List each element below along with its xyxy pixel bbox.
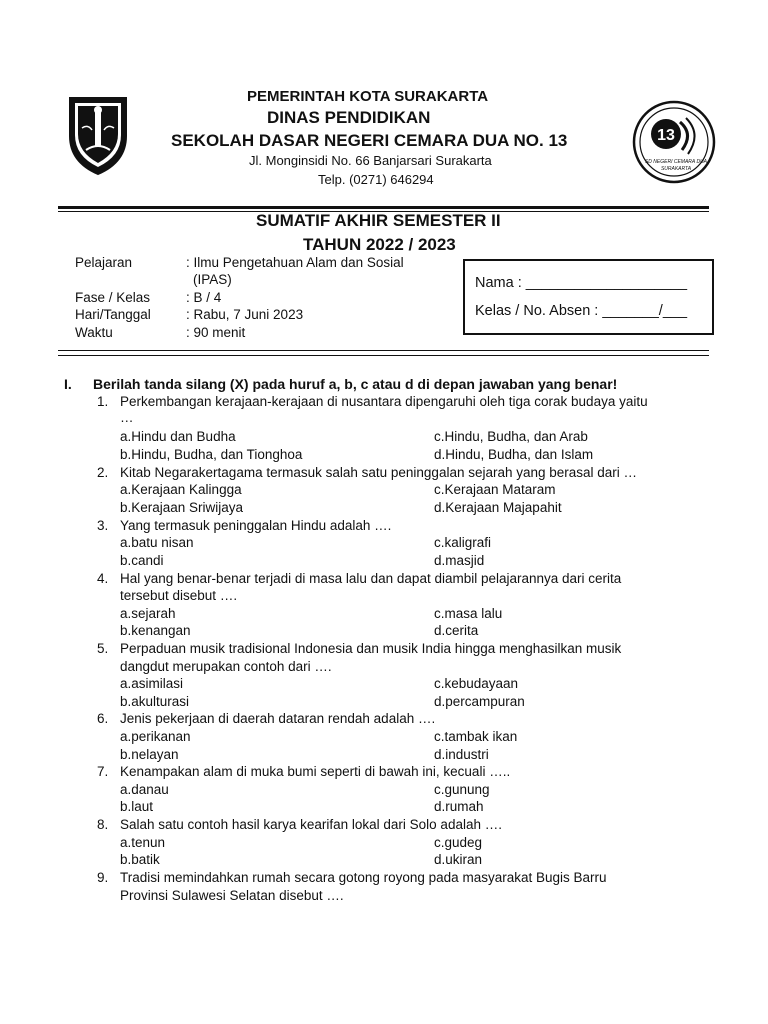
option-c[interactable]: c.Kerajaan Mataram [434, 482, 556, 497]
exam-title: SUMATIF AKHIR SEMESTER II [256, 211, 501, 230]
question-text: Salah satu contoh hasil karya kearifan lokal dari Solo adalah …. [120, 817, 502, 832]
school-phone: Telp. (0271) 646294 [318, 172, 434, 187]
question-number: 3. [97, 518, 109, 533]
option-b[interactable]: b.batik [120, 852, 160, 867]
question-text-cont: tersebut disebut …. [120, 588, 238, 603]
question-text: Yang termasuk peninggalan Hindu adalah …. [120, 518, 392, 533]
question-number: 6. [97, 711, 109, 726]
info-value-date: : Rabu, 7 Juni 2023 [186, 307, 304, 322]
info-value-subject-abbr: (IPAS) [193, 272, 232, 287]
city-emblem-logo [66, 92, 130, 181]
question-text-cont: dangdut merupakan contoh dari …. [120, 659, 332, 674]
question-number: 9. [97, 870, 109, 885]
question-text: Kitab Negarakertagama termasuk salah satu peninggalan sejarah yang berasal dari … [120, 465, 638, 480]
header-divider-thick [58, 206, 709, 209]
school-logo [632, 100, 716, 189]
info-label-subject: Pelajaran [75, 255, 133, 270]
info-value-phase: : B / 4 [186, 290, 222, 305]
option-b[interactable]: b.Hindu, Budha, dan Tionghoa [120, 447, 303, 462]
option-c[interactable]: c.gudeg [434, 835, 483, 850]
student-info-box [463, 259, 714, 335]
option-d[interactable]: d.percampuran [434, 694, 525, 709]
question-text: Perkembangan kerajaan-kerajaan di nusantara dipengaruhi oleh tiga corak budaya yaitu [120, 394, 648, 409]
question-number: 2. [97, 465, 109, 480]
question-number: 1. [97, 394, 109, 409]
department-name: DINAS PENDIDIKAN [267, 108, 431, 127]
info-label-date: Hari/Tanggal [75, 307, 151, 322]
option-a[interactable]: a.asimilasi [120, 676, 184, 691]
svg-text:SD NEGERI CEMARA DUA: SD NEGERI CEMARA DUA [644, 159, 708, 165]
government-name: PEMERINTAH KOTA SURAKARTA [247, 88, 489, 105]
option-a[interactable]: a.batu nisan [120, 535, 194, 550]
option-b[interactable]: b.Kerajaan Sriwijaya [120, 500, 244, 515]
option-d[interactable]: d.rumah [434, 799, 484, 814]
question-number: 4. [97, 571, 109, 586]
info-label-time: Waktu [75, 325, 113, 340]
question-number: 7. [97, 764, 109, 779]
option-c[interactable]: c.masa lalu [434, 606, 503, 621]
info-value-subject: : Ilmu Pengetahuan Alam dan Sosial [186, 255, 404, 270]
question-number: 8. [97, 817, 109, 832]
option-b[interactable]: b.candi [120, 553, 164, 568]
info-divider-2 [58, 355, 709, 356]
svg-text:13: 13 [657, 127, 675, 144]
section-instruction: Berilah tanda silang (X) pada huruf a, b, c atau d di depan jawaban yang benar! [93, 376, 618, 392]
option-b[interactable]: b.nelayan [120, 747, 179, 762]
question-text: Kenampakan alam di muka bumi seperti di bawah ini, kecuali ….. [120, 764, 511, 779]
info-value-time: : 90 menit [186, 325, 246, 340]
question-text: Jenis pekerjaan di daerah dataran rendah adalah …. [120, 711, 436, 726]
question-text: Tradisi memindahkan rumah secara gotong royong pada masyarakat Bugis Barru [120, 870, 607, 885]
question-text: Hal yang benar-benar terjadi di masa lalu dan dapat diambil pelajarannya dari cerita [120, 571, 622, 586]
question-text-cont: … [120, 410, 134, 425]
info-label-phase: Fase / Kelas [75, 290, 151, 305]
option-d[interactable]: d.Kerajaan Majapahit [434, 500, 562, 515]
student-class-field[interactable]: Kelas / No. Absen : _______/___ [475, 303, 688, 319]
svg-text:SURAKARTA: SURAKARTA [660, 166, 692, 172]
option-d[interactable]: d.industri [434, 747, 489, 762]
option-b[interactable]: b.akulturasi [120, 694, 190, 709]
option-c[interactable]: c.kebudayaan [434, 676, 519, 691]
option-a[interactable]: a.Hindu dan Budha [120, 429, 236, 444]
option-d[interactable]: d.ukiran [434, 852, 483, 867]
school-name: SEKOLAH DASAR NEGERI CEMARA DUA NO. 13 [171, 131, 568, 150]
option-b[interactable]: b.kenangan [120, 623, 191, 638]
option-a[interactable]: a.Kerajaan Kalingga [120, 482, 242, 497]
option-c[interactable]: c.kaligrafi [434, 535, 492, 550]
option-a[interactable]: a.sejarah [120, 606, 176, 621]
option-a[interactable]: a.danau [120, 782, 169, 797]
option-a[interactable]: a.tenun [120, 835, 166, 850]
option-b[interactable]: b.laut [120, 799, 154, 814]
student-name-field[interactable]: Nama : ____________________ [475, 275, 688, 291]
option-c[interactable]: c.gunung [434, 782, 490, 797]
question-text: Perpaduan musik tradisional Indonesia dan musik India hingga menghasilkan musik [120, 641, 622, 656]
option-d[interactable]: d.Hindu, Budha, dan Islam [434, 447, 594, 462]
option-c[interactable]: c.tambak ikan [434, 729, 518, 744]
option-a[interactable]: a.perikanan [120, 729, 191, 744]
school-address: Jl. Monginsidi No. 66 Banjarsari Surakarta [249, 153, 492, 168]
option-c[interactable]: c.Hindu, Budha, dan Arab [434, 429, 588, 444]
exam-year: TAHUN 2022 / 2023 [303, 235, 456, 254]
option-d[interactable]: d.masjid [434, 553, 485, 568]
question-number: 5. [97, 641, 109, 656]
question-text-cont: Provinsi Sulawesi Selatan disebut …. [120, 888, 344, 903]
info-divider-1 [58, 350, 709, 351]
option-d[interactable]: d.cerita [434, 623, 479, 638]
section-number: I. [64, 376, 72, 392]
